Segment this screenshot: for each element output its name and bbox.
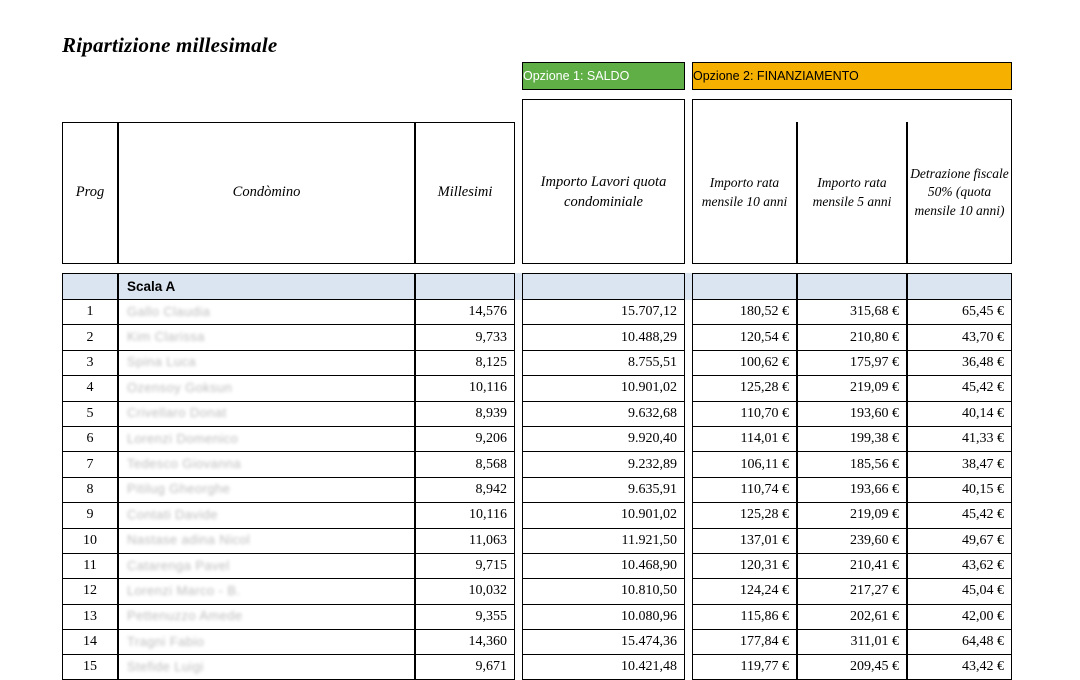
cell-prog: 4 <box>62 376 118 401</box>
cell-rata-10-anni: 110,70 € <box>692 402 797 427</box>
cell-rata-10-anni: 125,28 € <box>692 503 797 528</box>
cell-prog: 5 <box>62 402 118 427</box>
column-gap <box>685 351 692 376</box>
cell-importo-lavori: 10.901,02 <box>522 376 685 401</box>
cell-importo-lavori: 10.468,90 <box>522 554 685 579</box>
cell-rata-5-anni: 239,60 € <box>797 529 907 554</box>
header-prog: Prog <box>62 122 118 264</box>
cell-condomino <box>118 630 415 655</box>
header-top-strip-row <box>62 99 1012 122</box>
cell-detrazione: 45,42 € <box>907 376 1012 401</box>
cell-detrazione: 45,04 € <box>907 579 1012 604</box>
table-body <box>62 62 1012 680</box>
cell-condomino <box>118 427 415 452</box>
column-gap <box>685 554 692 579</box>
cell-rata-5-anni: 193,60 € <box>797 402 907 427</box>
cell-prog: 3 <box>62 351 118 376</box>
table-row <box>62 655 1012 680</box>
cell-prog: 10 <box>62 529 118 554</box>
header-millesimi: Millesimi <box>415 122 515 264</box>
cell-rata-10-anni: 180,52 € <box>692 300 797 325</box>
table-row <box>62 630 1012 655</box>
cell-rata-5-anni: 311,01 € <box>797 630 907 655</box>
cell-rata-5-anni: 217,27 € <box>797 579 907 604</box>
table-row <box>62 325 1012 350</box>
ripartizione-table <box>62 62 1012 680</box>
cell-condomino <box>118 376 415 401</box>
banner-spacer-row <box>62 90 1012 99</box>
cell-rata-10-anni: 124,24 € <box>692 579 797 604</box>
cell-rata-5-anni: 202,61 € <box>797 605 907 630</box>
cell-importo-lavori: 9.920,40 <box>522 427 685 452</box>
band-prog-cell <box>62 273 118 300</box>
cell-condomino <box>118 325 415 350</box>
header-rata-10-anni: Importo rata mensile 10 anni <box>692 122 797 264</box>
cell-prog: 11 <box>62 554 118 579</box>
redacted-name: Stefide Luigi <box>127 658 204 674</box>
table-row <box>62 402 1012 427</box>
cell-millesimi: 14,360 <box>415 630 515 655</box>
cell-importo-lavori: 8.755,51 <box>522 351 685 376</box>
table-row <box>62 579 1012 604</box>
redacted-name: Pitilug Gheorghe <box>127 481 231 497</box>
band-rata10-cell <box>692 273 797 300</box>
column-gap <box>685 630 692 655</box>
cell-rata-10-anni: 125,28 € <box>692 376 797 401</box>
cell-prog: 13 <box>62 605 118 630</box>
redacted-name: Crivellaro Donat <box>127 405 227 421</box>
column-gap <box>515 630 522 655</box>
cell-detrazione: 42,00 € <box>907 605 1012 630</box>
column-gap <box>515 605 522 630</box>
cell-detrazione: 45,42 € <box>907 503 1012 528</box>
group-band-row <box>62 273 1012 300</box>
redacted-name: Nastase adina Nicol <box>127 532 251 548</box>
cell-prog: 12 <box>62 579 118 604</box>
cell-prog: 14 <box>62 630 118 655</box>
cell-rata-10-anni: 119,77 € <box>692 655 797 680</box>
cell-millesimi: 8,568 <box>415 452 515 477</box>
cell-millesimi: 8,125 <box>415 351 515 376</box>
redacted-name: Pettenuzzo Amede <box>127 608 243 624</box>
cell-importo-lavori: 15.707,12 <box>522 300 685 325</box>
cell-importo-lavori: 10.810,50 <box>522 579 685 604</box>
redacted-name: Gallo Claudia <box>127 303 211 319</box>
column-gap <box>685 579 692 604</box>
cell-detrazione: 64,48 € <box>907 630 1012 655</box>
redacted-name: Ozensoy Goksun <box>127 379 233 395</box>
header-importo-lavori: Importo Lavori quota condominiale <box>522 122 685 264</box>
redacted-name: Contati Davide <box>127 506 218 522</box>
cell-importo-lavori: 11.921,50 <box>522 529 685 554</box>
cell-millesimi: 10,032 <box>415 579 515 604</box>
header-detrazione: Detrazione fiscale 50% (quota mensile 10 anni) <box>907 122 1012 264</box>
band-millesimi-cell <box>415 273 515 300</box>
column-gap <box>685 605 692 630</box>
page-title: Ripartizione millesimale <box>62 33 278 57</box>
cell-detrazione: 40,14 € <box>907 402 1012 427</box>
cell-millesimi: 9,715 <box>415 554 515 579</box>
cell-detrazione: 36,48 € <box>907 351 1012 376</box>
table-row <box>62 452 1012 477</box>
table-header-row <box>62 122 1012 264</box>
cell-detrazione: 40,15 € <box>907 478 1012 503</box>
cell-rata-5-anni: 185,56 € <box>797 452 907 477</box>
header-condomino: Condòmino <box>118 122 415 264</box>
cell-prog: 8 <box>62 478 118 503</box>
option-banner-row <box>62 62 1012 90</box>
table-row <box>62 503 1012 528</box>
table-row <box>62 529 1012 554</box>
cell-millesimi: 10,116 <box>415 503 515 528</box>
cell-condomino <box>118 529 415 554</box>
cell-condomino <box>118 655 415 680</box>
cell-rata-10-anni: 120,31 € <box>692 554 797 579</box>
column-gap <box>515 478 522 503</box>
column-gap <box>515 402 522 427</box>
cell-rata-5-anni: 175,97 € <box>797 351 907 376</box>
cell-importo-lavori: 10.901,02 <box>522 503 685 528</box>
band-label-scala-a: Scala A <box>118 273 415 300</box>
column-gap <box>685 655 692 680</box>
cell-millesimi: 8,939 <box>415 402 515 427</box>
column-gap <box>685 503 692 528</box>
cell-importo-lavori: 15.474,36 <box>522 630 685 655</box>
column-gap <box>685 376 692 401</box>
banner-opzione-2: Opzione 2: FINANZIAMENTO <box>692 62 1012 90</box>
cell-millesimi: 10,116 <box>415 376 515 401</box>
redacted-name: Tragni Fabio <box>127 633 205 649</box>
cell-rata-5-anni: 209,45 € <box>797 655 907 680</box>
cell-detrazione: 49,67 € <box>907 529 1012 554</box>
cell-detrazione: 43,62 € <box>907 554 1012 579</box>
cell-importo-lavori: 10.421,48 <box>522 655 685 680</box>
cell-detrazione: 43,70 € <box>907 325 1012 350</box>
column-gap <box>685 529 692 554</box>
redacted-name: Spina Luca <box>127 354 197 370</box>
cell-prog: 6 <box>62 427 118 452</box>
cell-importo-lavori: 9.232,89 <box>522 452 685 477</box>
cell-rata-10-anni: 106,11 € <box>692 452 797 477</box>
column-gap <box>515 351 522 376</box>
column-gap <box>685 452 692 477</box>
column-gap <box>515 503 522 528</box>
cell-millesimi: 11,063 <box>415 529 515 554</box>
column-gap <box>685 300 692 325</box>
cell-rata-5-anni: 219,09 € <box>797 376 907 401</box>
cell-prog: 15 <box>62 655 118 680</box>
column-gap <box>685 402 692 427</box>
cell-rata-5-anni: 193,66 € <box>797 478 907 503</box>
column-gap <box>685 325 692 350</box>
cell-detrazione: 38,47 € <box>907 452 1012 477</box>
redacted-name: Lorenzi Domenico <box>127 430 239 446</box>
cell-prog: 2 <box>62 325 118 350</box>
cell-condomino <box>118 402 415 427</box>
cell-rata-10-anni: 100,62 € <box>692 351 797 376</box>
cell-detrazione: 65,45 € <box>907 300 1012 325</box>
saldo-top-strip <box>522 99 685 122</box>
cell-millesimi: 9,355 <box>415 605 515 630</box>
cell-millesimi: 9,206 <box>415 427 515 452</box>
band-importo-cell <box>522 273 685 300</box>
cell-importo-lavori: 10.488,29 <box>522 325 685 350</box>
column-gap <box>515 325 522 350</box>
banner-opzione-1: Opzione 1: SALDO <box>522 62 685 90</box>
band-rata5-cell <box>797 273 907 300</box>
cell-rata-5-anni: 210,80 € <box>797 325 907 350</box>
finanziamento-top-strip <box>692 99 1012 122</box>
header-rata-5-anni: Importo rata mensile 5 anni <box>797 122 907 264</box>
cell-millesimi: 9,671 <box>415 655 515 680</box>
cell-rata-5-anni: 219,09 € <box>797 503 907 528</box>
cell-millesimi: 14,576 <box>415 300 515 325</box>
column-gap <box>515 300 522 325</box>
cell-condomino <box>118 605 415 630</box>
column-gap <box>685 478 692 503</box>
cell-millesimi: 9,733 <box>415 325 515 350</box>
cell-rata-5-anni: 210,41 € <box>797 554 907 579</box>
cell-rata-10-anni: 115,86 € <box>692 605 797 630</box>
column-gap <box>515 529 522 554</box>
cell-rata-5-anni: 199,38 € <box>797 427 907 452</box>
table-row <box>62 478 1012 503</box>
cell-detrazione: 43,42 € <box>907 655 1012 680</box>
cell-prog: 7 <box>62 452 118 477</box>
column-gap <box>515 579 522 604</box>
redacted-name: Kim Clarissa <box>127 329 205 345</box>
cell-condomino <box>118 579 415 604</box>
cell-condomino <box>118 452 415 477</box>
cell-rata-10-anni: 177,84 € <box>692 630 797 655</box>
cell-prog: 9 <box>62 503 118 528</box>
cell-condomino <box>118 300 415 325</box>
table-row <box>62 605 1012 630</box>
cell-importo-lavori: 9.632,68 <box>522 402 685 427</box>
column-gap <box>685 427 692 452</box>
cell-rata-10-anni: 114,01 € <box>692 427 797 452</box>
table-row <box>62 300 1012 325</box>
redacted-name: Tedesco Giovanna <box>127 456 242 472</box>
cell-millesimi: 8,942 <box>415 478 515 503</box>
cell-prog: 1 <box>62 300 118 325</box>
column-gap <box>515 655 522 680</box>
table-row <box>62 376 1012 401</box>
cell-condomino <box>118 554 415 579</box>
cell-condomino <box>118 351 415 376</box>
cell-rata-10-anni: 110,74 € <box>692 478 797 503</box>
cell-detrazione: 41,33 € <box>907 427 1012 452</box>
cell-condomino <box>118 478 415 503</box>
redacted-name: Lorenzi Marco - B. <box>127 582 241 598</box>
column-gap <box>515 376 522 401</box>
column-gap <box>515 452 522 477</box>
table-row <box>62 427 1012 452</box>
column-gap <box>515 554 522 579</box>
table-row <box>62 554 1012 579</box>
cell-importo-lavori: 9.635,91 <box>522 478 685 503</box>
cell-rata-5-anni: 315,68 € <box>797 300 907 325</box>
band-detrazione-cell <box>907 273 1012 300</box>
column-gap <box>515 427 522 452</box>
header-data-spacer-row <box>62 264 1012 273</box>
redacted-name: Catarenga Pavel <box>127 557 230 573</box>
cell-condomino <box>118 503 415 528</box>
cell-rata-10-anni: 137,01 € <box>692 529 797 554</box>
cell-importo-lavori: 10.080,96 <box>522 605 685 630</box>
table-row <box>62 351 1012 376</box>
cell-rata-10-anni: 120,54 € <box>692 325 797 350</box>
